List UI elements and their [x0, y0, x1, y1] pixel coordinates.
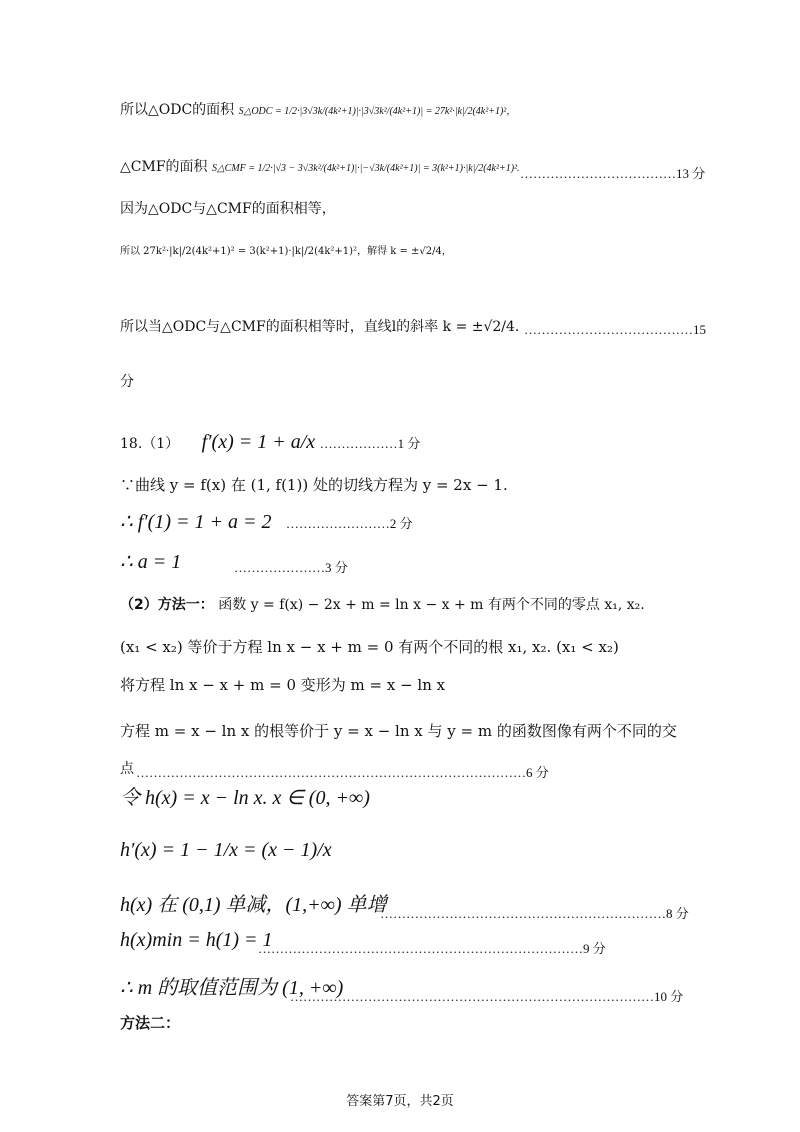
score-10: …………………………………………………………………………10 分	[290, 989, 684, 1004]
hprime-text: h′(x) = 1 − 1/x = (x − 1)/x	[120, 839, 332, 861]
score-15: …………………………………15	[524, 322, 706, 337]
tangent-text: ∵曲线 y = f(x) 在 (1, f(1)) 处的切线方程为 y = 2x − 1.	[120, 476, 508, 494]
method1-line	[120, 598, 645, 612]
fprime1-line	[120, 512, 413, 532]
a-eq: ∴ a = 1	[120, 551, 182, 573]
score-6: ………………………………………………………………………………6 分	[136, 765, 549, 780]
solve-k-text: 所以 27k²·|k|/2(4k²+1)² = 3(k²+1)·|k|/2(4k²+1)²，解得 k = ±√2/4，	[120, 246, 452, 257]
hprime-line	[120, 840, 332, 860]
roots-line	[120, 724, 677, 739]
q18-derivative: f′(x) = 1 + a/x	[201, 431, 316, 453]
page-footer: 答案第7页，共2页	[346, 1094, 454, 1109]
roots-text: 方程 m = x − ln x 的根等价于 y = x − ln x 与 y = m 的函数图像有两个不同的交	[120, 722, 677, 740]
slope-conclusion-line	[120, 320, 519, 334]
method1-label: （2）方法一：	[120, 597, 214, 613]
odc-area-line	[120, 103, 516, 117]
cmf-area-label: △CMF的面积	[120, 159, 208, 175]
equivalent-text: (x₁ < x₂) 等价于方程 ln x − x + m = 0 有两个不同的根 x₁, x₂. (x₁ < x₂)	[120, 638, 619, 656]
odc-area-label: 所以△ODC的面积	[120, 102, 235, 118]
odc-area-formula: S△ODC = 1/2·|3√3k/(4k²+1)|·|3√3k²/(4k²+1)| = 27k²·|k|/2(4k²+1)²，	[238, 106, 517, 117]
let-h-line	[120, 788, 370, 808]
solve-k-line	[120, 243, 452, 257]
range-text: ∴ m 的取值范围为 (1, +∞)	[120, 977, 344, 999]
hmin-text: h(x)min = h(1) = 1	[120, 929, 273, 951]
monotonic-text: h(x) 在 (0,1) 单减，(1,+∞) 单增	[120, 894, 387, 916]
cmf-area-formula: S△CMF = 1/2·|√3 − 3√3k²/(4k²+1)|·|−√3k/(4k²+1)| = 3(k²+1)·|k|/2(4k²+1)².	[211, 163, 520, 174]
q18-number: 18.（1）	[120, 436, 180, 452]
transform-text: 将方程 ln x − x + m = 0 变形为 m = x − ln x	[120, 676, 446, 694]
score-9: …………………………………………………………………9 分	[258, 941, 606, 956]
method2-label: 方法二：	[120, 1014, 181, 1032]
dian-line	[120, 762, 134, 776]
equal-area-line: 因为△ODC与△CMF的面积相等，	[120, 201, 336, 217]
dian-text: 点	[120, 761, 134, 777]
score-2: ……………………2 分	[285, 516, 413, 531]
hmin-line	[120, 930, 273, 950]
slope-conclusion-text: 所以当△ODC与△CMF的面积相等时，直线l的斜率 k = ±√2/4.	[120, 319, 520, 335]
fprime1-eq: ∴ f′(1) = 1 + a = 2	[120, 511, 272, 533]
let-h-text: 令 h(x) = x − ln x. x ∈ (0, +∞)	[120, 787, 370, 809]
q18-line	[120, 432, 420, 452]
a-eq-line	[120, 552, 181, 572]
score-13: ………………………………13 分	[520, 166, 706, 181]
fen-line: 分	[120, 374, 134, 390]
equivalent-line	[120, 640, 619, 655]
monotonic-line	[120, 895, 387, 915]
score-8: …………………………………………………………8 分	[380, 906, 689, 921]
cmf-area-line	[120, 160, 520, 174]
transform-line	[120, 678, 445, 693]
score-3: …………………3 分	[234, 560, 348, 575]
tangent-line	[120, 478, 508, 493]
method1-function: 函数 y = f(x) − 2x + m = ln x − x + m 有两个不同的零点 x₁, x₂.	[218, 597, 645, 613]
score-1: ………………1 分	[319, 436, 421, 451]
